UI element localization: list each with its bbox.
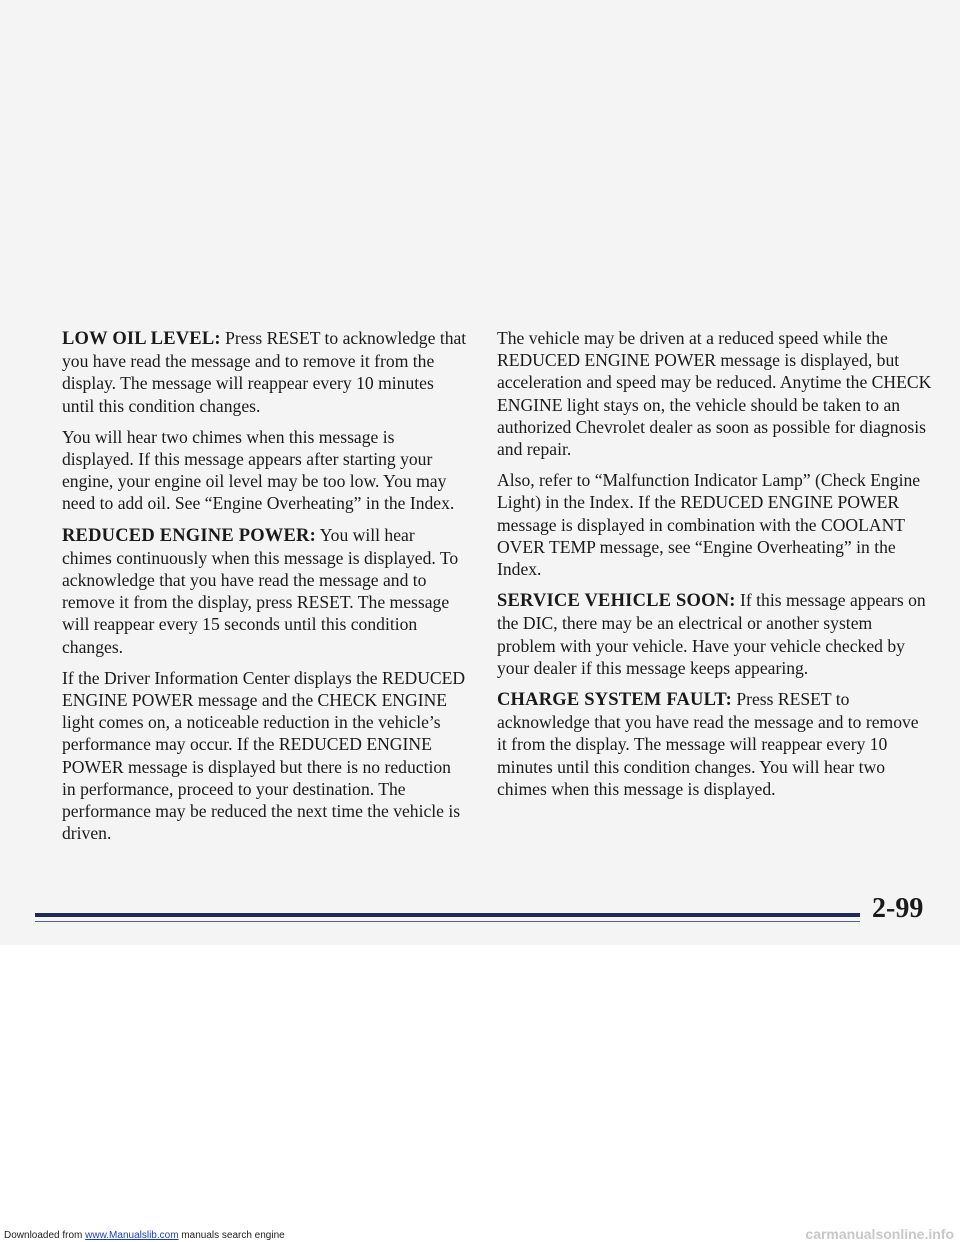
paragraph-heading: LOW OIL LEVEL: — [62, 329, 221, 349]
watermark: carmanualsonline.info — [805, 1226, 954, 1242]
paragraph-text: If the Driver Information Center displays the REDUCED ENGINE POWER message and the CHECK ENGINE light comes on, a noticeable reduction in the vehicle’s performance may occur. If the REDUCED ENGINE POWER message is displayed but there is no reduction in performance, proceed to your destination. The performance may be reduced the next time the vehicle is driven. — [62, 667, 466, 844]
paragraph-text: Also, refer to “Malfunction Indicator Lamp” (Check Engine Light) in the Index. If the REDUCED ENGINE POWER message is displayed in combination with the COOLANT OVER TEMP message, see “Engine Overheating” in the Index. — [497, 470, 921, 580]
paragraph-heading: REDUCED ENGINE POWER: — [62, 525, 316, 546]
paragraph-heading: CHARGE SYSTEM FAULT: — [497, 690, 732, 711]
paragraph-text: You will hear chimes continuously when this message is displayed. To acknowledge that you have read the message and to remove it from the display, press RESET. The message will reappear every 15 seconds until this condition changes. — [62, 524, 459, 657]
right-column — [497, 327, 932, 809]
paragraph — [62, 327, 467, 417]
manualslib-link[interactable]: www.Manualslib.com — [85, 1230, 179, 1241]
footer-rule-thin — [35, 921, 860, 922]
page-number: 2-99 — [872, 893, 924, 924]
paragraph — [497, 469, 932, 580]
paragraph-text: You will hear two chimes when this message is displayed. If this message appears after starting your engine, your engine oil level may be too low. You may need to add oil. See “Engine Overheating” in the Index. — [62, 426, 455, 514]
paragraph — [497, 589, 932, 679]
paragraph-text: The vehicle may be driven at a reduced speed while the REDUCED ENGINE POWER message is displayed, but acceleration and speed may be reduced. Anytime the CHECK ENGINE light stays on, the vehicle should be taken to an authorized Chevrolet dealer as soon as possible for diagnosis and repair. — [497, 328, 932, 460]
paragraph-text: Press RESET to acknowledge that you have read the message and to remove it from the display. The message will reappear every 10 minutes until this condition changes. You will hear two chimes when this message is displayed. — [497, 689, 919, 799]
paragraph — [62, 667, 467, 845]
paragraph — [62, 524, 467, 658]
paragraph-heading: SERVICE VEHICLE SOON: — [497, 591, 736, 612]
paragraph — [497, 688, 932, 800]
paragraph — [62, 426, 467, 515]
download-footer — [4, 1230, 285, 1241]
footer-suffix: manuals search engine — [178, 1230, 285, 1241]
footer-rule — [35, 913, 860, 917]
paragraph-text: If this message appears on the DIC, there may be an electrical or another system problem with your vehicle. Have your vehicle checked by your dealer if this message keeps appearing. — [497, 590, 926, 678]
paragraph — [497, 327, 932, 460]
paragraph-text: Press RESET to acknowledge that you have read the message and to remove it from the display. The message will reappear every 10 minutes until this condition changes. — [62, 328, 467, 416]
left-column — [62, 327, 467, 853]
footer-prefix: Downloaded from — [4, 1230, 86, 1241]
